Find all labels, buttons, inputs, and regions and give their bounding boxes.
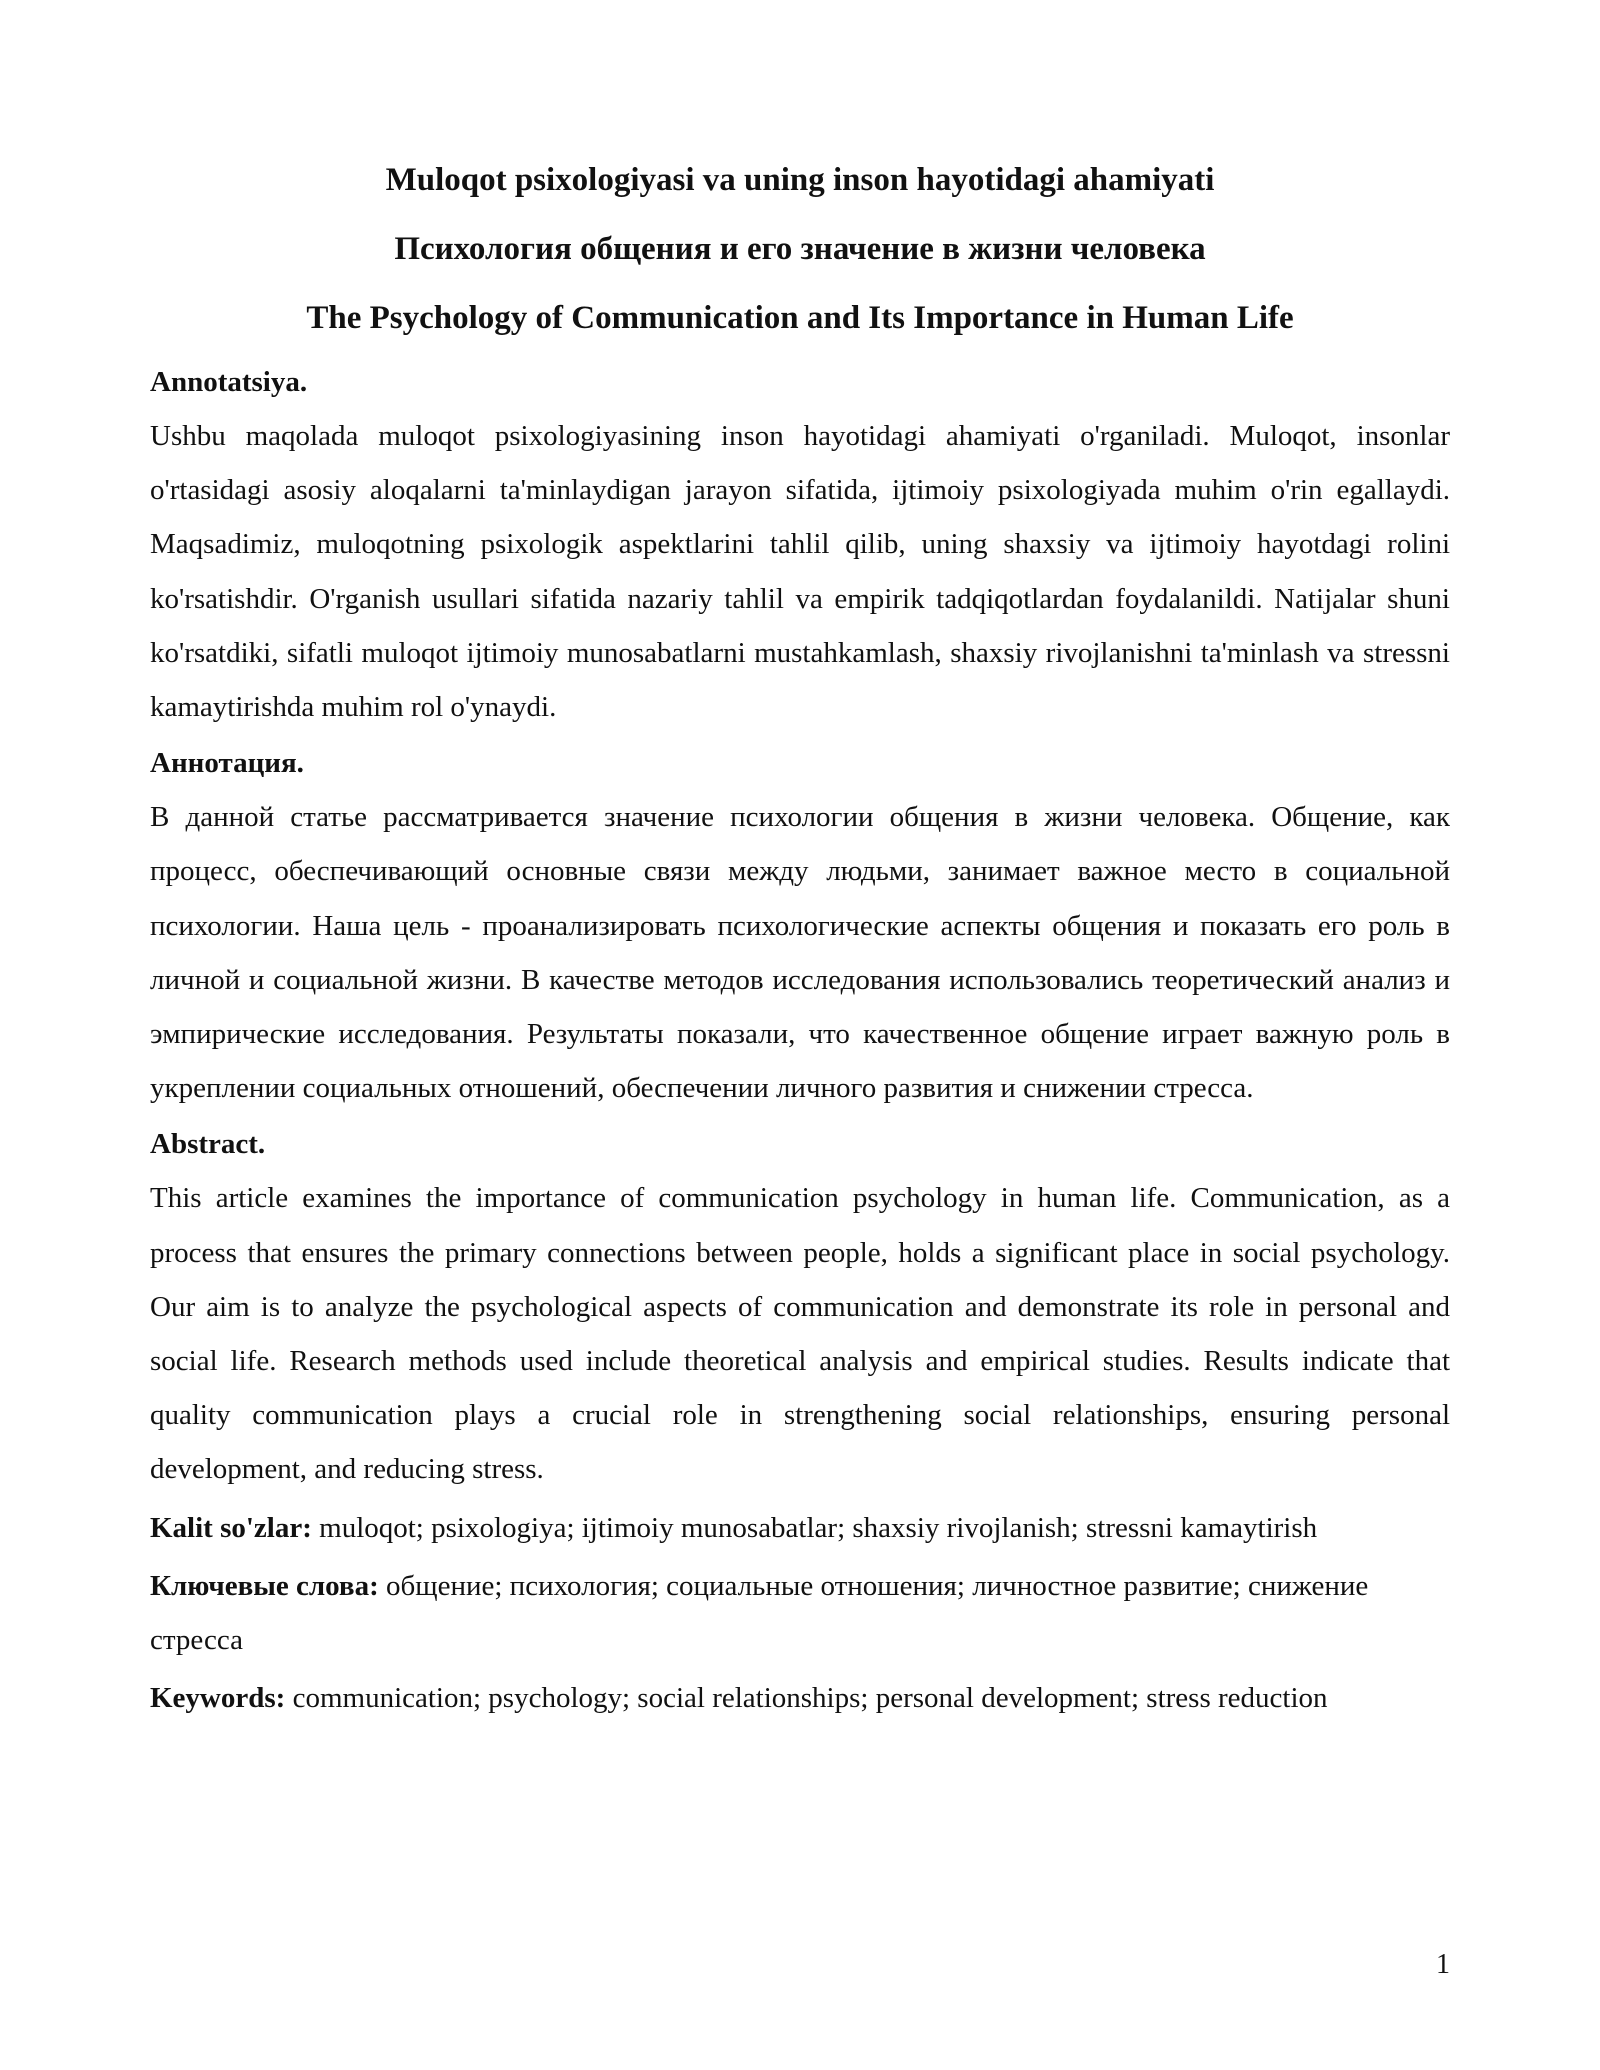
keywords-english-label: Keywords: — [150, 1682, 286, 1715]
annotation-uzbek-text: Ushbu maqolada muloqot psixologiyasining inson hayotidagi ahamiyati o'rganiladi. Muloqot, insonlar o'rtasidagi asosiy aloqalarni ta'minlaydigan jarayon sifatida, ijtimoiy psixologiyada muhim o'rin egallaydi. Maqsadimiz, muloqotning psixologik aspektlarini tahlil qilib, uning shaxsiy va ijtimoiy hayotdagi rolini ko'rsatishdir. O'rganish usullari sifatida nazariy tahlil va empirik tadqiqotlardan foydalanildi. Natijalar shuni ko'rsatdiki, sifatli muloqot ijtimoiy munosabatlarni mustahkamlash, shaxsiy rivojlanishni ta'minlash va stressni kamaytirishda muhim rol o'ynaydi. — [150, 420, 1450, 724]
keywords-uzbek-text: muloqot; psixologiya; ijtimoiy munosabatlar; shaxsiy rivojlanish; stressni kamaytirish — [311, 1511, 1318, 1544]
keywords-russian-label: Ключевые слова: — [150, 1569, 379, 1602]
annotation-russian-heading: Аннотация. — [150, 747, 304, 780]
abstract-english-text: This article examines the importance of communication psychology in human life. Communication, as a process that ensures the primary connections between people, holds a significant place in social psychology. Our aim is to analyze the psychological aspects of communication and demonstrate its role in personal and social life. Research methods used include theoretical analysis and empirical studies. Results indicate that quality communication plays a crucial role in strengthening social relationships, ensuring personal development, and reducing stress. — [150, 1182, 1450, 1486]
abstract-english-section — [150, 1115, 1450, 1496]
title-uzbek: Muloqot psixologiyasi va uning inson hayotidagi ahamiyati — [385, 162, 1215, 198]
keywords-uzbek-label: Kalit so'zlar: — [150, 1511, 312, 1544]
keywords-russian-text: общение; психология; социальные отношения; личностное развитие; снижение стресса — [150, 1569, 1369, 1657]
annotation-russian-section — [150, 734, 1450, 1115]
title-english: The Psychology of Communication and Its Importance in Human Life — [306, 300, 1294, 336]
keywords-uzbek — [150, 1497, 1450, 1555]
annotation-uzbek-heading: Annotatsiya. — [150, 366, 308, 398]
keywords-english — [150, 1667, 1450, 1725]
abstract-english-heading: Abstract. — [150, 1128, 266, 1161]
annotation-uzbek-section — [150, 353, 1450, 734]
keywords-russian — [150, 1555, 1450, 1667]
document-page — [150, 146, 1450, 1725]
annotation-russian-text: В данной статье рассматривается значение психологии общения в жизни человека. Общение, как процесс, обеспечивающий основные связи между людьми, занимает важное место в социальной психологии. Наша цель - проанализировать психологические аспекты общения и показать его роль в личной и социальной жизни. В качестве методов исследования использовались теоретический анализ и эмпирические исследования. Результаты показали, что качественное общение играет важную роль в укреплении социальных отношений, обеспечении личного развития и снижении стресса. — [150, 801, 1450, 1105]
keywords-english-text: communication; psychology; social relationships; personal development; stress reduction — [285, 1682, 1328, 1715]
page-number: 1 — [1436, 1949, 1450, 1980]
title-russian: Психология общения и его значение в жизни человека — [394, 231, 1206, 267]
